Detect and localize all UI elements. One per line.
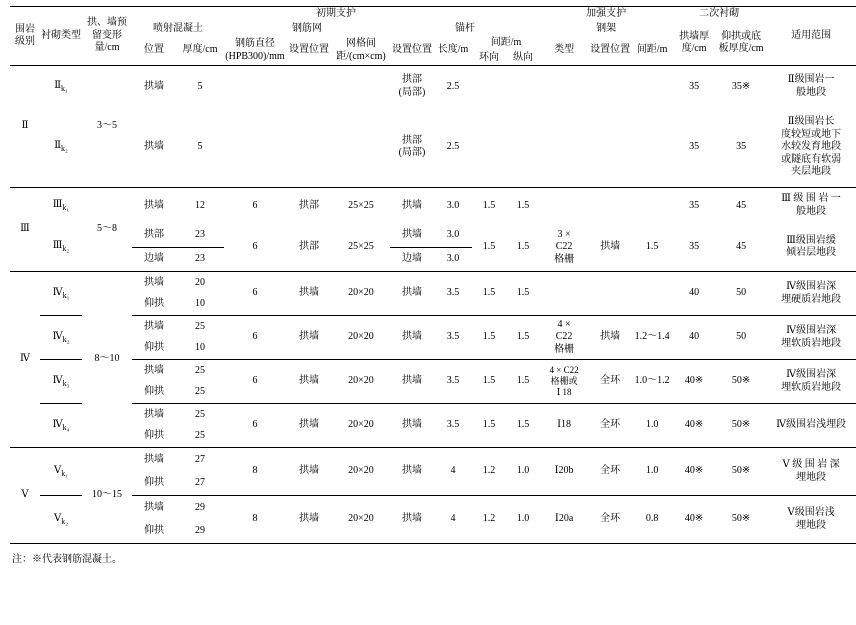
- cell-mesh-position: 拱部: [299, 241, 319, 252]
- cell-rock-grade: Ⅱ: [21, 120, 29, 132]
- cell-frame-spacing: 0.8: [645, 513, 659, 525]
- header-bolt-position: 设置位置: [390, 36, 434, 66]
- cell-bolt-length: 3.5: [446, 419, 460, 431]
- header-lining-type: 衬砌类型: [40, 7, 82, 66]
- cell-mesh-position: 拱部: [299, 199, 319, 211]
- cell-shotcrete-thickness: 27: [195, 477, 205, 488]
- cell-invert-thickness: 50: [736, 331, 747, 343]
- cell-frame-type: Ⅰ18: [557, 419, 572, 431]
- cell-bolt-longitudinal: 1.0: [516, 465, 530, 477]
- cell-lining-type: $Ⅴ_{k_1}$: [53, 464, 69, 478]
- cell-shotcrete-position: 拱墙: [144, 453, 164, 465]
- cell-frame-type: Ⅰ20b: [554, 465, 574, 477]
- cell-shotcrete-position: 仰拱: [144, 525, 164, 536]
- cell-mesh-grid: 20×20: [348, 419, 374, 431]
- header-rock-grade: 围岩级别: [10, 7, 40, 66]
- cell-shotcrete-position: 边墙: [144, 253, 164, 265]
- cell-lining-type: $Ⅱ_{k_1}$: [54, 79, 68, 93]
- cell-frame-position: 全环: [600, 419, 621, 431]
- cell-shotcrete-thickness: 10: [195, 298, 205, 309]
- cell-bolt-circumferential: 1.5: [482, 199, 496, 211]
- cell-lining-type: $Ⅳ_{k_3}$: [52, 374, 70, 388]
- header-mesh: 钢筋网: [292, 22, 322, 34]
- cell-frame-position: 全环: [600, 513, 621, 525]
- header-secondary-lining: 二次衬砌: [699, 8, 740, 19]
- cell-mesh-grid: 20×20: [348, 375, 374, 387]
- header-frame-type: 类型: [540, 36, 588, 66]
- cell-invert-thickness: 50: [736, 287, 747, 299]
- cell-shotcrete-position: 仰拱: [144, 477, 164, 488]
- cell-rock-grade: Ⅴ: [21, 489, 29, 501]
- header-scope: 适用范围: [766, 7, 856, 66]
- cell-frame-position: [588, 66, 632, 108]
- cell-shotcrete-thickness: 25: [195, 386, 205, 397]
- cell-frame-type: 4 × C22 格栅: [554, 318, 575, 355]
- table-header: [10, 7, 856, 66]
- cell-shotcrete-thickness: 29: [195, 501, 205, 513]
- cell-mesh-grid: 20×20: [348, 465, 374, 477]
- cell-arch-thickness: 35: [689, 199, 700, 211]
- cell-arch-thickness: 40※: [684, 513, 704, 525]
- cell-bolt-longitudinal: 1.5: [516, 199, 530, 211]
- cell-mesh-diameter: 6: [252, 241, 258, 252]
- header-bolt-circumferential: 环向: [472, 51, 506, 66]
- table-row: [10, 496, 856, 520]
- cell-deformation: 8～10: [94, 353, 120, 365]
- cell-mesh-grid: 25×25: [348, 241, 374, 252]
- cell-arch-thickness: 40※: [684, 419, 704, 431]
- cell-arch-thickness: 35: [689, 80, 700, 92]
- table-row: [10, 272, 856, 294]
- cell-bolt-length: 3.5: [446, 375, 460, 387]
- cell-bolt-circumferential: 1.5: [482, 241, 496, 252]
- cell-mesh-diameter: [224, 66, 286, 108]
- cell-invert-thickness: 50※: [731, 375, 751, 387]
- cell-bolt-length: 2.5: [446, 80, 460, 92]
- header-mesh-diameter: 钢筋直径(HPB300)/mm: [224, 36, 286, 66]
- cell-invert-thickness: 35: [736, 141, 747, 152]
- support-parameters-table: [10, 6, 856, 544]
- header-shotcrete-thickness: 厚度/cm: [176, 36, 224, 66]
- cell-mesh-diameter: 8: [252, 465, 258, 477]
- header-bolt-length: 长度/m: [434, 36, 472, 66]
- cell-mesh-diameter: 6: [252, 375, 258, 387]
- cell-bolt-longitudinal: 1.0: [516, 513, 530, 525]
- cell-frame-spacing: [632, 272, 672, 316]
- cell-mesh-grid: [332, 108, 390, 188]
- header-bolt-spacing: 间距/m: [490, 37, 522, 48]
- cell-bolt-position: 边墙: [402, 253, 422, 265]
- cell-mesh-diameter: 6: [252, 331, 258, 343]
- cell-shotcrete-position: 拱墙: [144, 80, 164, 92]
- cell-scope: Ⅱ级围岩长 度较短或地下 水较发育地段 或隧底有软弱 夹层地段: [781, 116, 842, 177]
- cell-bolt-circumferential: 1.5: [482, 287, 496, 299]
- header-bolt: 锚杆: [455, 22, 476, 34]
- table-row: [10, 66, 856, 108]
- cell-scope: Ⅲ级围岩缓 倾岩层地段: [786, 234, 837, 259]
- cell-deformation: 10～15: [92, 489, 122, 501]
- cell-invert-thickness: 50※: [731, 513, 751, 525]
- cell-mesh-diameter: 6: [252, 287, 258, 299]
- cell-bolt-position: 拱墙: [402, 199, 422, 211]
- header-deformation: 拱、墙预留变形量/cm: [82, 7, 132, 66]
- cell-shotcrete-thickness: 10: [195, 342, 205, 353]
- cell-scope: Ⅳ级围岩深 埋硬质岩地段: [781, 281, 842, 305]
- cell-mesh-diameter: [224, 108, 286, 188]
- table-row: [10, 316, 856, 338]
- cell-scope: Ⅴ 级 围 岩 深 埋地段: [782, 459, 840, 483]
- cell-scope: Ⅱ级围岩一 般地段: [787, 74, 835, 98]
- cell-shotcrete-position: 拱墙: [144, 141, 164, 152]
- table-row: [10, 404, 856, 426]
- cell-bolt-circumferential: [472, 66, 506, 108]
- cell-frame-position: 拱墙: [600, 241, 621, 252]
- cell-shotcrete-position: 仰拱: [144, 386, 164, 397]
- cell-bolt-position: 拱墙: [402, 465, 422, 477]
- cell-shotcrete-thickness: 25: [195, 364, 205, 376]
- cell-mesh-position: [286, 108, 332, 188]
- cell-frame-spacing: 1.5: [645, 241, 659, 252]
- cell-mesh-grid: [332, 66, 390, 108]
- header-frame-position: 设置位置: [588, 36, 632, 66]
- cell-mesh-position: 拱墙: [299, 419, 319, 431]
- table-row: [10, 224, 856, 248]
- cell-shotcrete-thickness: 25: [195, 408, 205, 420]
- cell-bolt-position: 拱墙: [402, 287, 422, 299]
- cell-bolt-position: 拱部 (局部): [398, 74, 426, 98]
- cell-shotcrete-position: 拱墙: [144, 364, 164, 376]
- cell-bolt-position: 拱墙: [402, 513, 422, 525]
- header-arch-wall-thickness: 拱墙厚度/cm: [672, 22, 716, 66]
- cell-mesh-grid: 20×20: [348, 331, 374, 343]
- cell-mesh-position: 拱墙: [299, 465, 319, 477]
- cell-bolt-position: 拱墙: [402, 229, 422, 240]
- cell-bolt-position: 拱部 (局部): [398, 134, 426, 159]
- cell-frame-position: [588, 272, 632, 316]
- cell-shotcrete-thickness: 5: [197, 80, 203, 92]
- cell-frame-spacing: [632, 66, 672, 108]
- cell-scope: Ⅲ 级 围 岩 一 般地段: [781, 193, 841, 217]
- cell-frame-type: [540, 188, 588, 224]
- cell-frame-spacing: 1.0: [645, 465, 659, 477]
- table-row: [10, 188, 856, 224]
- cell-lining-type: $Ⅳ_{k_2}$: [52, 330, 70, 344]
- cell-deformation: 5～8: [97, 223, 117, 235]
- cell-frame-type: 4 × C22 格栅或 Ⅰ 18: [549, 364, 579, 398]
- cell-invert-thickness: 45: [736, 241, 747, 252]
- cell-mesh-grid: 25×25: [348, 199, 374, 211]
- cell-scope: Ⅳ级围岩深 埋软质岩地段: [781, 325, 842, 349]
- cell-lining-type: $Ⅳ_{k_4}$: [52, 418, 70, 432]
- cell-frame-type: Ⅰ20a: [554, 513, 574, 525]
- cell-invert-thickness: 45: [736, 199, 747, 211]
- cell-bolt-length: 3.0: [446, 229, 460, 240]
- cell-shotcrete-thickness: 25: [195, 430, 205, 441]
- cell-scope: Ⅴ级围岩浅 埋地段: [787, 507, 835, 531]
- cell-shotcrete-position: 拱墙: [144, 276, 164, 288]
- cell-shotcrete-position: 拱墙: [144, 320, 164, 332]
- cell-shotcrete-thickness: 5: [197, 141, 203, 152]
- cell-frame-spacing: [632, 108, 672, 188]
- cell-shotcrete-thickness: 25: [195, 320, 205, 332]
- cell-frame-position: [588, 188, 632, 224]
- cell-mesh-grid: 20×20: [348, 287, 374, 299]
- cell-frame-type: [540, 66, 588, 108]
- cell-bolt-length: 3.5: [446, 331, 460, 343]
- cell-shotcrete-position: 拱部: [144, 229, 164, 240]
- cell-mesh-position: 拱墙: [299, 375, 319, 387]
- cell-frame-spacing: [632, 188, 672, 224]
- cell-shotcrete-thickness: 20: [195, 276, 205, 288]
- table-row: [10, 360, 856, 382]
- cell-bolt-longitudinal: [506, 66, 540, 108]
- table-footnote: 注：※代表钢筋混凝土。: [12, 554, 122, 565]
- cell-frame-spacing: 1.2～1.4: [634, 331, 670, 343]
- cell-scope: Ⅳ级围岩浅埋段: [776, 419, 847, 431]
- cell-lining-type: $Ⅲ_{k_1}$: [52, 198, 70, 212]
- cell-bolt-circumferential: 1.5: [482, 419, 496, 431]
- cell-arch-thickness: 40※: [684, 375, 704, 387]
- cell-frame-position: [588, 108, 632, 188]
- cell-bolt-circumferential: 1.2: [482, 513, 496, 525]
- cell-frame-type: [540, 108, 588, 188]
- cell-frame-spacing: 1.0: [645, 419, 659, 431]
- cell-bolt-longitudinal: 1.5: [516, 241, 530, 252]
- cell-shotcrete-position: 拱墙: [144, 199, 164, 211]
- cell-scope: Ⅳ级围岩深 埋软质岩地段: [781, 369, 842, 393]
- cell-bolt-length: 4: [450, 465, 456, 477]
- table-row: [10, 108, 856, 188]
- cell-shotcrete-position: 仰拱: [144, 298, 164, 309]
- cell-frame-position: 拱墙: [600, 331, 621, 343]
- table-body: [10, 66, 856, 544]
- cell-lining-type: $Ⅲ_{k_2}$: [52, 240, 70, 254]
- cell-bolt-circumferential: 1.2: [482, 465, 496, 477]
- cell-mesh-position: 拱墙: [299, 287, 319, 299]
- cell-bolt-longitudinal: 1.5: [516, 419, 530, 431]
- cell-invert-thickness: 50※: [731, 465, 751, 477]
- cell-invert-thickness: 50※: [731, 419, 751, 431]
- cell-shotcrete-position: 仰拱: [144, 342, 164, 353]
- cell-bolt-length: 3.0: [446, 199, 460, 211]
- cell-bolt-longitudinal: 1.5: [516, 331, 530, 343]
- cell-bolt-length: 3.5: [446, 287, 460, 299]
- cell-frame-type: [540, 272, 588, 316]
- cell-bolt-length: 2.5: [446, 141, 460, 152]
- cell-bolt-longitudinal: 1.5: [516, 375, 530, 387]
- cell-arch-thickness: 40: [689, 287, 700, 299]
- header-primary-support: 初期支护: [316, 8, 357, 19]
- header-mesh-grid: 网格间距/(cm×cm): [332, 36, 390, 66]
- cell-shotcrete-position: 仰拱: [144, 430, 164, 441]
- cell-lining-type: $Ⅳ_{k_1}$: [52, 286, 70, 300]
- cell-shotcrete-thickness: 27: [195, 453, 205, 465]
- table-row: [10, 448, 856, 472]
- cell-rock-grade: Ⅲ: [20, 223, 30, 235]
- cell-arch-thickness: 40※: [684, 465, 704, 477]
- cell-shotcrete-thickness: 23: [195, 229, 205, 240]
- header-shotcrete-position: 位置: [132, 36, 176, 66]
- cell-shotcrete-thickness: 23: [195, 253, 205, 265]
- cell-mesh-diameter: 8: [252, 513, 258, 525]
- cell-shotcrete-position: 拱墙: [144, 501, 164, 513]
- header-reinforce-support: 加强支护: [586, 8, 627, 19]
- cell-bolt-longitudinal: [506, 108, 540, 188]
- cell-mesh-position: 拱墙: [299, 331, 319, 343]
- cell-shotcrete-position: 拱墙: [144, 408, 164, 420]
- cell-bolt-length: 3.0: [446, 253, 460, 265]
- cell-bolt-length: 4: [450, 513, 456, 525]
- header-frame-spacing: 间距/m: [632, 36, 672, 66]
- header-bolt-longitudinal: 纵向: [506, 51, 540, 66]
- cell-bolt-longitudinal: 1.5: [516, 287, 530, 299]
- cell-frame-type: 3 × C22 格栅: [554, 228, 575, 265]
- cell-invert-thickness: 35※: [731, 80, 751, 92]
- cell-arch-thickness: 40: [689, 331, 700, 343]
- cell-bolt-circumferential: 1.5: [482, 375, 496, 387]
- header-shotcrete: 喷射混凝土: [153, 22, 203, 34]
- header-mesh-position: 设置位置: [286, 36, 332, 66]
- cell-frame-position: 全环: [600, 465, 621, 477]
- cell-rock-grade: Ⅳ: [20, 353, 30, 365]
- header-steel-frame: 钢架: [596, 22, 617, 34]
- cell-frame-spacing: 1.0～1.2: [634, 375, 670, 387]
- cell-mesh-diameter: 6: [252, 199, 258, 211]
- cell-shotcrete-thickness: 12: [195, 199, 205, 211]
- cell-bolt-position: 拱墙: [402, 331, 422, 343]
- cell-bolt-circumferential: 1.5: [482, 331, 496, 343]
- cell-bolt-position: 拱墙: [402, 375, 422, 387]
- cell-shotcrete-thickness: 29: [195, 525, 205, 536]
- cell-mesh-diameter: 6: [252, 419, 258, 431]
- cell-mesh-grid: 20×20: [348, 513, 374, 525]
- cell-arch-thickness: 35: [689, 141, 700, 152]
- cell-mesh-position: 拱墙: [299, 513, 319, 525]
- cell-frame-position: 全环: [600, 375, 621, 387]
- cell-arch-thickness: 35: [689, 241, 700, 252]
- cell-deformation: 3～5: [97, 120, 117, 132]
- header-invert-thickness: 仰拱或底板厚度/cm: [716, 22, 766, 66]
- cell-mesh-position: [286, 66, 332, 108]
- cell-lining-type: $Ⅱ_{k_2}$: [54, 140, 68, 154]
- cell-bolt-circumferential: [472, 108, 506, 188]
- cell-lining-type: $Ⅴ_{k_2}$: [53, 512, 69, 526]
- cell-bolt-position: 拱墙: [402, 419, 422, 431]
